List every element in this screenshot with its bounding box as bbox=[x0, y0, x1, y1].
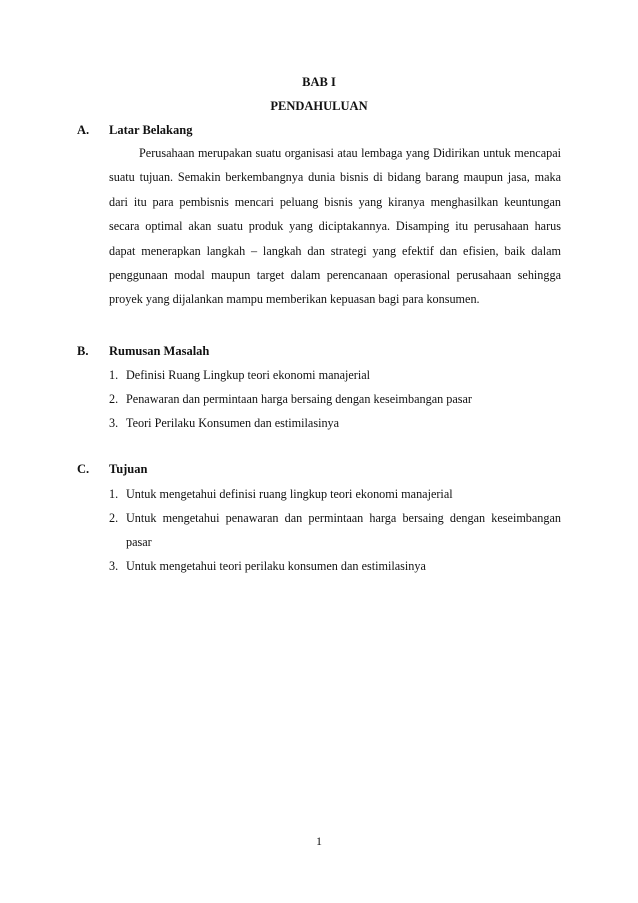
chapter-number: BAB I bbox=[302, 75, 336, 89]
list-item-text: Teori Perilaku Konsumen dan estimilasinya bbox=[126, 416, 340, 430]
list-item-text: Untuk mengetahui penawaran dan permintaan harga bersaing dengan keseimbangan pasar bbox=[126, 511, 561, 549]
list-item-number: 1. bbox=[109, 487, 119, 501]
list-item-text: Definisi Ruang Lingkup teori ekonomi manajerial bbox=[126, 368, 371, 382]
list-item bbox=[109, 482, 561, 506]
section-b-heading: Rumusan Masalah bbox=[109, 344, 210, 358]
section-b-letter: B. bbox=[77, 344, 89, 358]
objective-list bbox=[109, 482, 561, 578]
list-item-text: Untuk mengetahui definisi ruang lingkup teori ekonomi manajerial bbox=[126, 487, 453, 501]
list-item bbox=[109, 506, 561, 554]
section-a-letter: A. bbox=[77, 123, 90, 137]
section-c-heading: Tujuan bbox=[109, 462, 148, 476]
list-item-number: 3. bbox=[109, 559, 119, 573]
list-item-number: 3. bbox=[109, 416, 119, 430]
problem-list bbox=[109, 363, 561, 435]
background-paragraph: Perusahaan merupakan suatu organisasi atau lembaga yang Didirikan untuk mencapai suatu tujuan. Semakin berkembangnya dunia bisnis di bidang barang maupun jasa, maka dari itu para pembisnis mencari peluang bisnis yang kiranya menghasilkan keuntungan secara optimal akan suatu produk yang diciptakannya. Disamping itu perusahaan harus dapat menerapkan langkah – langkah dan strategi yang efektif dan efisien, baik dalam penggunaan modal maupun target dalam perencanaan operasional perusahaan sehingga proyek yang dijalankan mampu memberikan kepuasan bagi para konsumen. bbox=[109, 146, 561, 307]
list-item-number: 2. bbox=[109, 392, 119, 406]
page-number: 1 bbox=[316, 834, 322, 848]
chapter-title: PENDAHULUAN bbox=[270, 99, 368, 113]
list-item bbox=[109, 554, 561, 578]
section-a-heading: Latar Belakang bbox=[109, 123, 193, 137]
list-item bbox=[109, 387, 561, 411]
list-item bbox=[109, 411, 561, 435]
list-item bbox=[109, 363, 561, 387]
list-item-text: Penawaran dan permintaan harga bersaing dengan keseimbangan pasar bbox=[126, 392, 472, 406]
list-item-text: Untuk mengetahui teori perilaku konsumen dan estimilasinya bbox=[126, 559, 426, 573]
list-item-number: 1. bbox=[109, 368, 119, 382]
list-item-number: 2. bbox=[109, 511, 119, 525]
section-c-letter: C. bbox=[77, 462, 90, 476]
